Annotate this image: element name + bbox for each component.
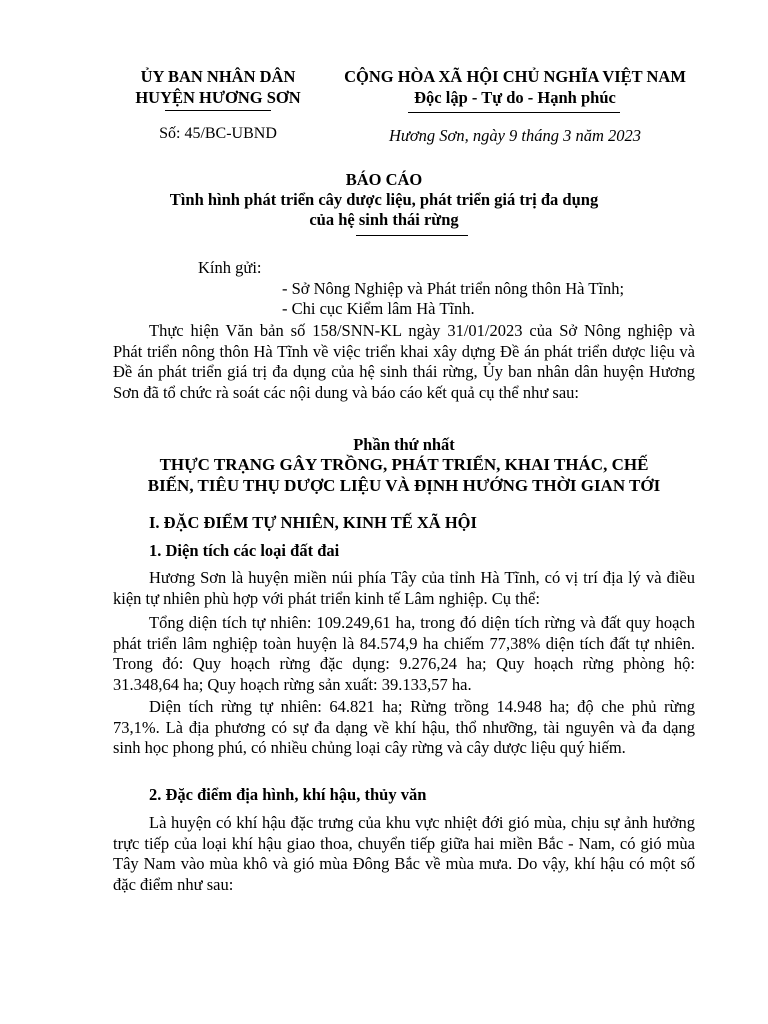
subsection-heading: 1. Diện tích các loại đất đai <box>149 541 340 560</box>
title-line1: Tình hình phát triển cây dược liệu, phát triển giá trị đa dụng <box>169 190 599 209</box>
country-name: CỘNG HÒA XÃ HỘI CHỦ NGHĨA VIỆT NAM <box>344 67 686 86</box>
part-title-line2: BIẾN, TIÊU THỤ DƯỢC LIỆU VÀ ĐỊNH HƯỚNG THỜI GIAN TỚI <box>147 476 661 495</box>
intro-paragraph: Thực hiện Văn bản số 158/SNN-KL ngày 31/01/2023 của Sở Nông nghiệp và Phát triển nông thôn Hà Tĩnh về việc triển khai xây dựng Đề án phát triển dược liệu và Đề án phát triển giá trị đa dụng của hệ sinh thái rừng, Ủy ban nhân dân huyện Hương Sơn đã tổ chức rà soát các nội dung và báo cáo kết quả cụ thể như sau: <box>113 321 695 402</box>
title-underline <box>356 235 468 236</box>
part-title <box>113 454 695 496</box>
recipient-item: - Sở Nông Nghiệp và Phát triển nông thôn Hà Tĩnh; <box>282 279 625 298</box>
org-name-line1: ỦY BAN NHÂN DÂN <box>140 67 296 86</box>
body-paragraph: Là huyện có khí hậu đặc trưng của khu vực nhiệt đới gió mùa, chịu sự ảnh hưởng trực tiếp của loại khí hậu giao thoa, chuyển tiếp giữa hai miền Bắc - Nam, có gió mùa Tây Nam vào mùa khô và gió mùa Đông Bắc về mùa mưa. Do vậy, khí hậu có một số đặc điểm như sau: <box>113 813 695 894</box>
part-label: Phần thứ nhất <box>353 435 455 454</box>
document-title <box>110 170 658 230</box>
national-motto: Độc lập - Tự do - Hạnh phúc <box>414 88 616 107</box>
recipients-label: Kính gửi: <box>198 258 262 277</box>
section-heading: I. ĐẶC ĐIỂM TỰ NHIÊN, KINH TẾ XÃ HỘI <box>149 513 477 532</box>
subsection-heading: 2. Đặc điểm địa hình, khí hậu, thủy văn <box>149 785 427 804</box>
issuing-authority <box>108 66 328 108</box>
document-number: Số: 45/BC-UBND <box>159 125 277 142</box>
title-line2: của hệ sinh thái rừng <box>309 210 459 229</box>
body-paragraph: Tổng diện tích tự nhiên: 109.249,61 ha, trong đó diện tích rừng và đất quy hoạch phát triển lâm nghiệp toàn huyện là 84.574,9 ha chiếm 77,38% diện tích đất tự nhiên. Trong đó: Quy hoạch rừng đặc dụng: 9.276,24 ha; Quy hoạch rừng phòng hộ: 31.348,64 ha; Quy hoạch rừng sản xuất: 39.133,57 ha. <box>113 613 695 694</box>
org-name-line2: HUYỆN HƯƠNG SƠN <box>135 88 301 107</box>
body-paragraph: Hương Sơn là huyện miền núi phía Tây của tỉnh Hà Tĩnh, có vị trí địa lý và điều kiện tự nhiên phù hợp với phát triển kinh tế Lâm nghiệp. Cụ thể: <box>113 568 695 608</box>
document-type: BÁO CÁO <box>345 170 423 189</box>
place-date: Hương Sơn, ngày 9 tháng 3 năm 2023 <box>388 126 642 145</box>
national-header <box>330 66 700 108</box>
part-title-line1: THỰC TRẠNG GÂY TRỒNG, PHÁT TRIỂN, KHAI THÁC, CHẾ <box>159 455 649 474</box>
recipient-item: - Chi cục Kiểm lâm Hà Tĩnh. <box>282 299 475 318</box>
body-paragraph: Diện tích rừng tự nhiên: 64.821 ha; Rừng trồng 14.948 ha; độ che phủ rừng 73,1%. Là địa phương có sự đa dạng về khí hậu, thổ nhưỡng, tài nguyên và đa dạng sinh học phong phú, có nhiều chủng loại cây rừng và cây dược liệu quý hiếm. <box>113 697 695 757</box>
org-underline <box>165 110 271 111</box>
motto-underline <box>408 112 620 113</box>
